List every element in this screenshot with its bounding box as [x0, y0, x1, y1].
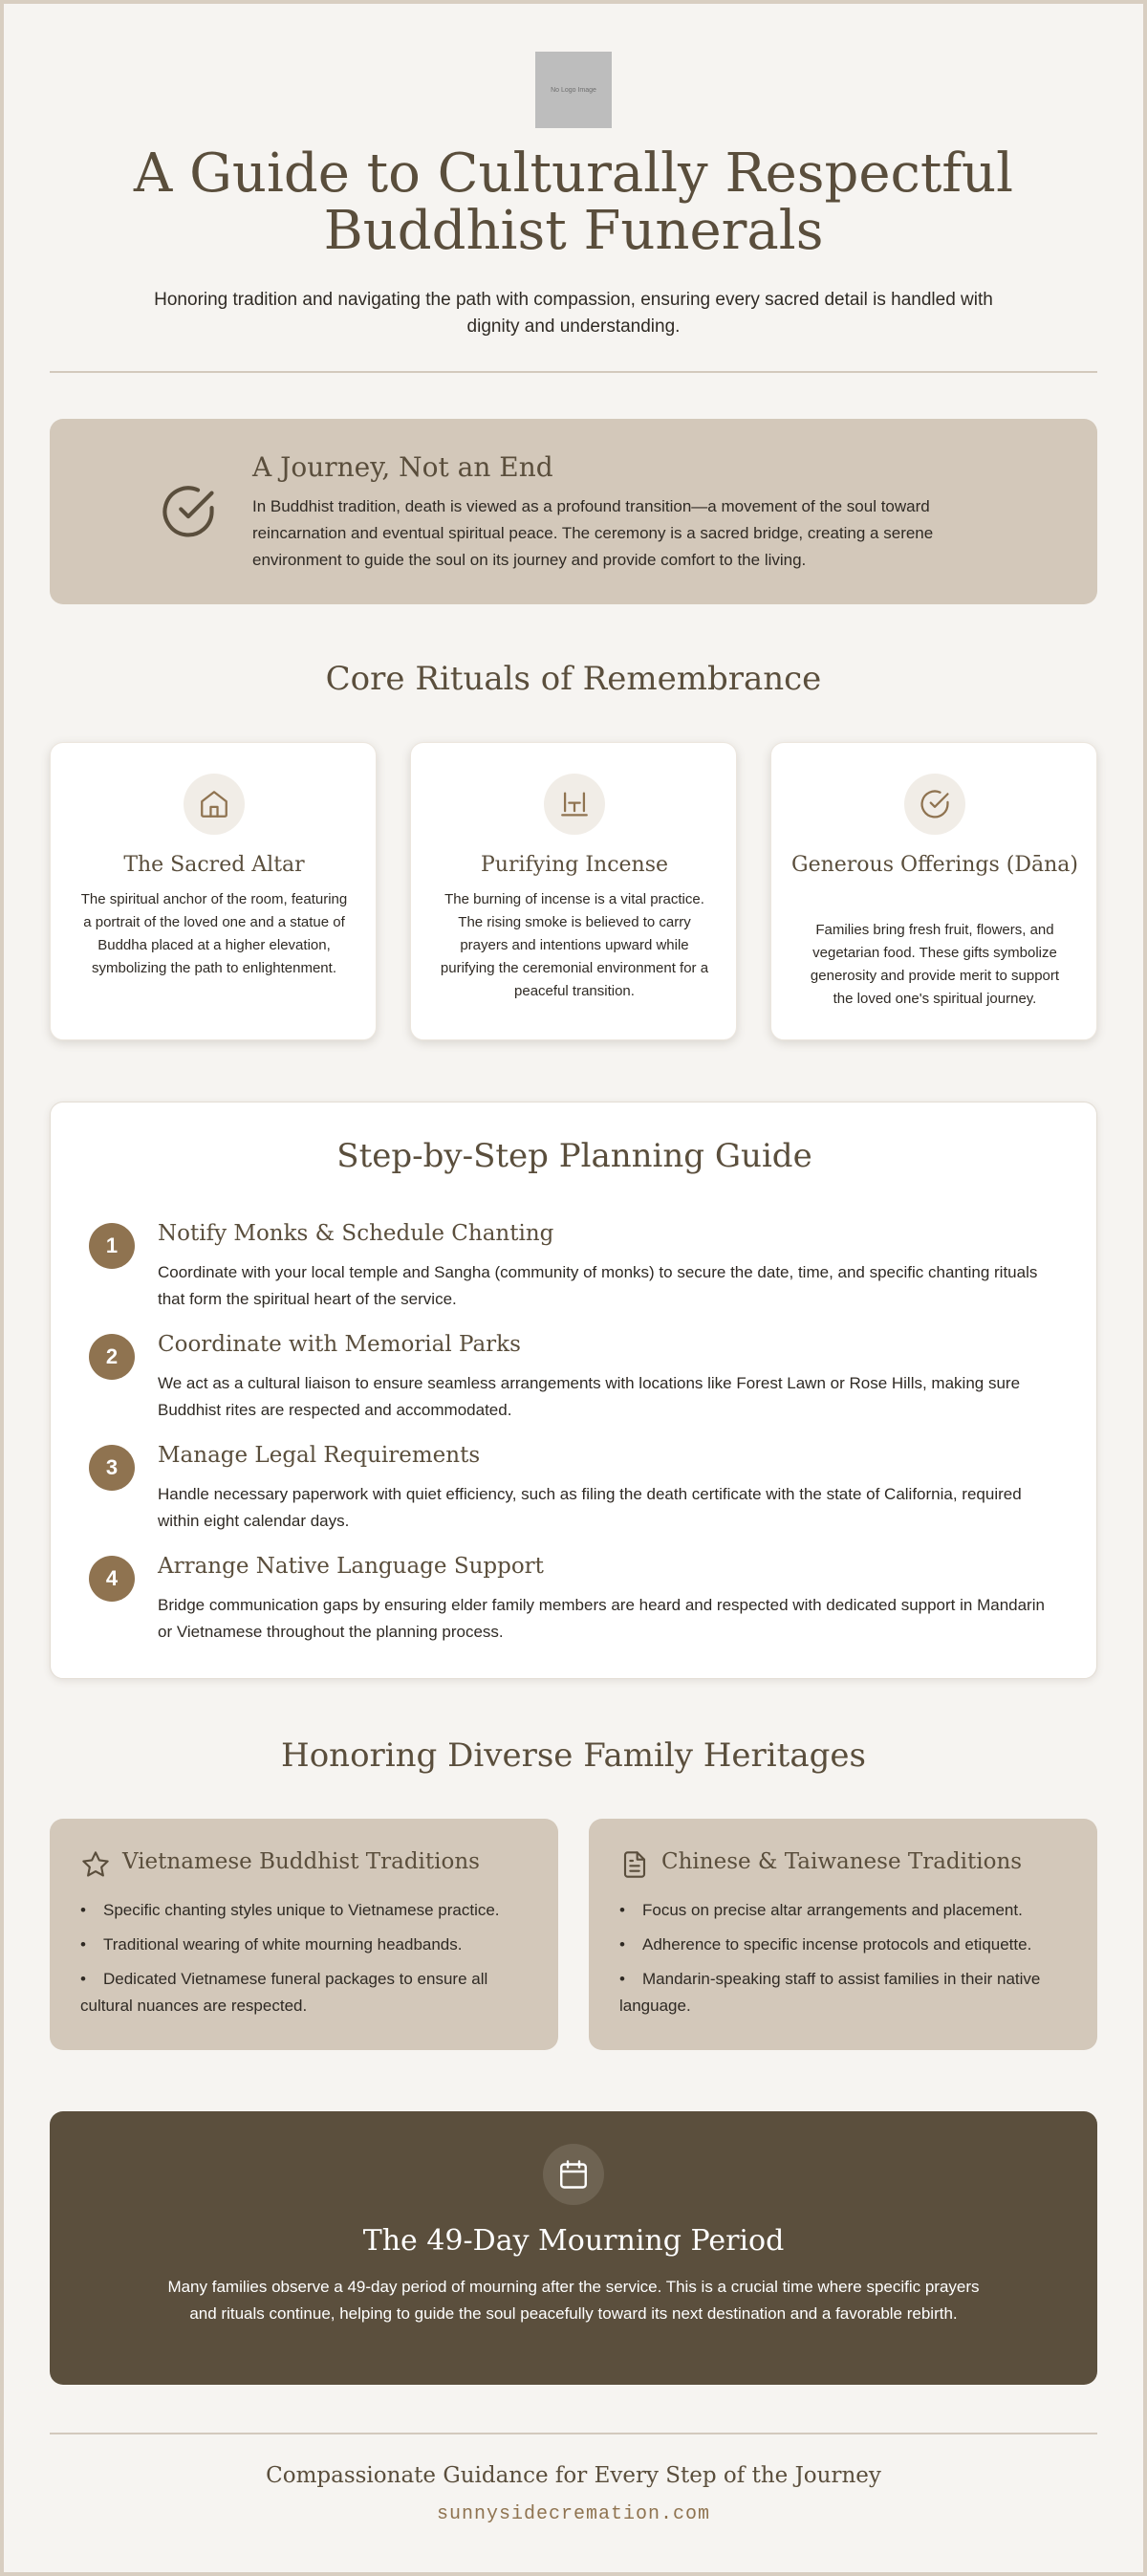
journey-callout [50, 419, 1097, 604]
list-item: • Traditional wearing of white mourning headbands. [80, 1932, 530, 1958]
ritual-card-incense [410, 742, 737, 1040]
step-number-badge: 1 [89, 1223, 135, 1269]
planning-guide-title: Step-by-Step Planning Guide [336, 1137, 812, 1175]
heritage-list [80, 1897, 530, 2027]
page-title-line2: Buddhist Funerals [323, 200, 824, 262]
ritual-card-text: Families bring fresh fruit, flowers, and vegetarian food. These gifts symbolize generosity and provide merit to support the loved one's spiritual journey. [810, 922, 1060, 1007]
ritual-icon-badge [544, 774, 605, 835]
mourning-period-panel [50, 2111, 1097, 2385]
heritage-card-vietnamese [50, 1819, 558, 2050]
list-item: • Specific chanting styles unique to Vietnamese practice. [80, 1897, 530, 1924]
step-text: Coordinate with your local temple and Sangha (community of monks) to secure the date, time, and specific chanting rituals that form the spiritual heart of the service. [158, 1263, 1038, 1308]
logo-placeholder [535, 52, 612, 128]
ritual-card-offerings [770, 742, 1097, 1040]
step-text: We act as a cultural liaison to ensure seamless arrangements with locations like Forest Lawn or Rose Hills, making sure Buddhist rites are respected and accommodated. [158, 1374, 1021, 1419]
step-title: Notify Monks & Schedule Chanting [158, 1221, 554, 1246]
list-item: • Dedicated Vietnamese funeral packages to ensure all cultural nuances are respected. [80, 1966, 530, 2019]
ritual-card-title: The Sacred Altar [123, 853, 305, 877]
home-icon [198, 788, 230, 820]
heritage-list [619, 1897, 1069, 2027]
ritual-card-text: The spiritual anchor of the room, featuring a portrait of the loved one and a statue of Buddha placed at a higher elevation, symbolizing the path to enlightenment. [80, 891, 348, 976]
page-subtitle: Honoring tradition and navigating the path with compassion, ensuring every sacred detail is handled with dignity and understanding. [154, 290, 993, 337]
step-number-badge: 3 [89, 1445, 135, 1491]
ritual-card-title: Generous Offerings (Dāna) [791, 853, 1078, 877]
step-title: Manage Legal Requirements [158, 1443, 481, 1468]
ritual-icon-badge [904, 774, 965, 835]
page [4, 4, 1143, 2572]
page-title [4, 142, 1143, 262]
document-icon [619, 1849, 650, 1880]
rituals-section-title: Core Rituals of Remembrance [325, 660, 822, 698]
ritual-card-altar [50, 742, 377, 1040]
heritage-card-title: Chinese & Taiwanese Traditions [661, 1849, 1023, 1874]
calendar-icon-badge [543, 2144, 604, 2205]
list-item: • Adherence to specific incense protocols and etiquette. [619, 1932, 1069, 1958]
star-icon [80, 1849, 111, 1880]
step-title: Coordinate with Memorial Parks [158, 1332, 521, 1357]
ritual-icon-badge [184, 774, 245, 835]
journey-title: A Journey, Not an End [252, 451, 553, 483]
mourning-text: Many families observe a 49-day period of mourning after the service. This is a crucial time where specific prayers and rituals continue, helping to guide the soul peacefully toward its next destination and a favorable rebirth. [167, 2278, 980, 2323]
calendar-icon [556, 2157, 591, 2192]
heritage-card-title: Vietnamese Buddhist Traditions [122, 1849, 480, 1874]
footer-website-link[interactable]: sunnysidecremation.com [436, 2503, 711, 2525]
step-text: Handle necessary paperwork with quiet efficiency, such as filing the death certificate with the state of California, required within eight calendar days. [158, 1485, 1022, 1530]
step-title: Arrange Native Language Support [158, 1554, 544, 1579]
heritage-card-chinese [589, 1819, 1097, 2050]
ritual-card-title: Purifying Incense [480, 853, 669, 877]
check-circle-icon [919, 788, 951, 820]
list-item: • Focus on precise altar arrangements and placement. [619, 1897, 1069, 1924]
step-number-badge: 4 [89, 1556, 135, 1602]
step-number-badge: 2 [89, 1334, 135, 1380]
page-title-line1: A Guide to Culturally Respectful [133, 142, 1014, 205]
step-text: Bridge communication gaps by ensuring elder family members are heard and respected with dedicated support in Mandarin or Vietnamese throughout the planning process. [158, 1596, 1045, 1641]
check-circle-icon [159, 482, 218, 541]
footer-divider [50, 2433, 1097, 2434]
logo-text: No Logo Image [551, 86, 596, 94]
planning-guide-panel [50, 1102, 1097, 1679]
header-divider [50, 371, 1097, 373]
heritage-section-title: Honoring Diverse Family Heritages [281, 1736, 866, 1775]
ritual-card-text: The burning of incense is a vital practice. The rising smoke is believed to carry prayers and intentions upward while purifying the ceremonial environment for a peaceful transition. [440, 891, 709, 999]
mourning-title: The 49-Day Mourning Period [362, 2224, 785, 2258]
journey-text: In Buddhist tradition, death is viewed as a profound transition—a movement of the soul toward reincarnation and eventual spiritual peace. The ceremony is a sacred bridge, creating a serene environment to guide the soul on its journey and provide comfort to the living. [252, 497, 934, 569]
footer-tagline: Compassionate Guidance for Every Step of the Journey [266, 2463, 881, 2488]
incense-icon [558, 788, 591, 820]
list-item: • Mandarin-speaking staff to assist families in their native language. [619, 1966, 1069, 2019]
